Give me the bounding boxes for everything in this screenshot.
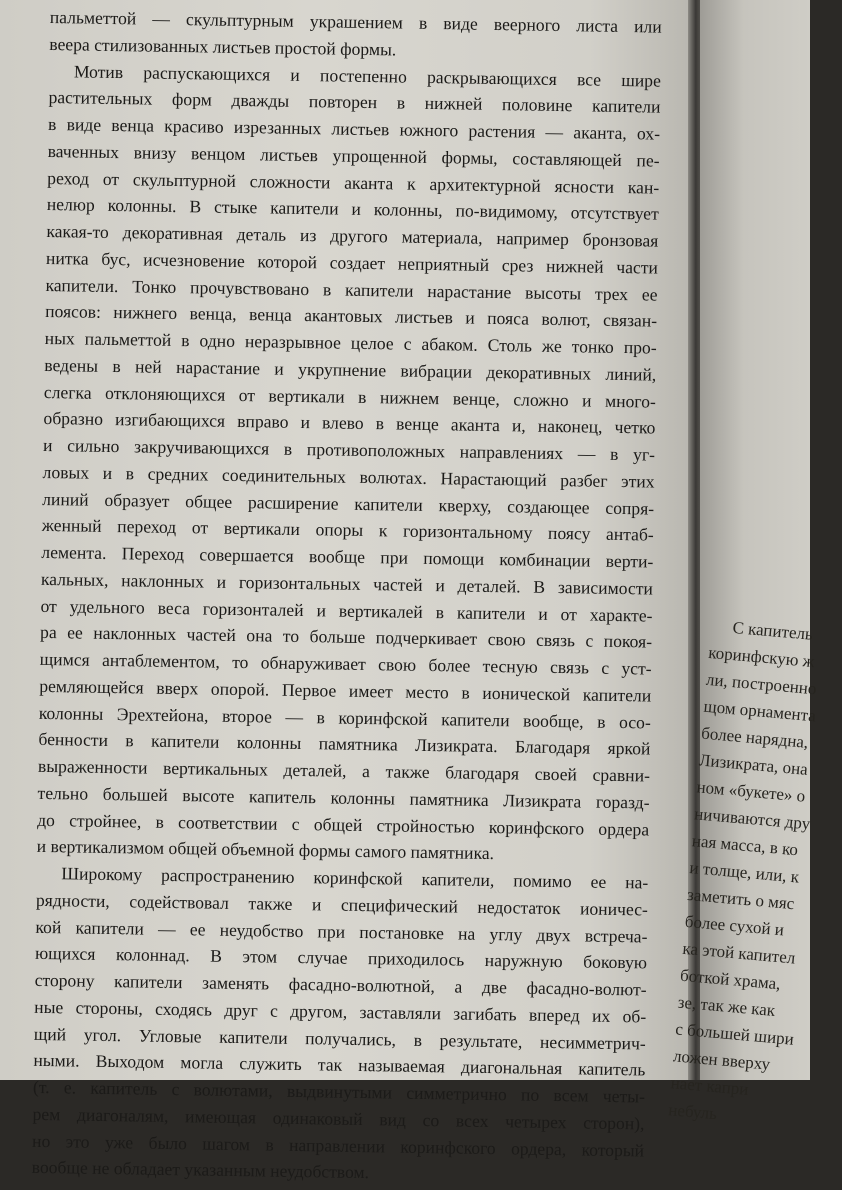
text-line: реход от скульптурной сложности аканта к архитектурной ясности кан- [47,167,660,198]
cut-off-text-line: зе, так же как [677,992,776,1020]
text-line: ловых и в средних соединительных волютах. Нарастающий разбег этих [42,461,655,492]
text-line: ющихся колоннад. В этом случае приходилось наружную боковую [34,943,648,973]
text-line: тельно большей высоте капитель колонны памятника Лизикрата горазд- [37,782,650,813]
cut-off-text-line: ложен вверху [672,1046,771,1074]
text-line: до стройнее, в соответствии с общей стройностью коринфского ордера [37,809,650,840]
text-line: выраженности вертикальных деталей, а также благодаря своей сравни- [37,755,651,786]
text-line: линий образует общее расширение капители кверху, создающее сопря- [42,488,655,519]
right-book-page [667,0,818,1124]
text-line: какая-то декоративная деталь из другого материала, например бронзовая [46,220,659,251]
cut-off-text-line: боткой храма, [679,965,782,994]
text-line: (т. е. капитель с волютами, выдвинутыми симметрично по всем четы- [32,1076,646,1107]
text-line: образно изгибающихся вправо и влево в венце аканта и, наконец, четко [43,408,656,438]
cut-off-text-line: ка этой капител [681,938,797,968]
text-line: кой капители — ее неудобство при постановке на углу двух встреча- [35,916,648,946]
text-line: нитка бус, исчезновение которой создает неприятный срез нижней части [45,247,659,278]
text-line: но это уже было шагом в направлении коринфского ордера, который [31,1130,645,1160]
cut-off-text-line: более нарядна, [700,723,810,752]
text-line: и сильно закручивающихся в противоположных направлениях — в уг- [42,434,656,465]
cut-off-text-line: ном «букете» о [695,777,807,806]
text-line: и вертикализмом общей объемной формы самого памятника. [36,836,495,864]
text-line: рем диагоналям, имеющая одинаковый вид со всех четырех сторон), [32,1103,645,1134]
cut-off-text-line: небуль [667,1100,718,1124]
text-line: ных пальметтой в одно неразрывное целое с абаком. Столь же тонко про- [44,327,657,358]
text-line: ными. Выходом могла служить так называемая диагональная капитель [33,1050,646,1080]
text-line: капители. Тонко прочувствовано в капители нарастание высоты трех ее [45,274,658,305]
text-line: растительных форм дважды повторен в нижней половине капители [48,87,661,117]
text-line: женный переход от вертикали опоры к горизонтальному поясу антаб- [41,515,654,545]
cut-off-text-line: и толще, или, к [688,858,800,887]
cut-off-text-line: ли, построенно [705,669,818,699]
text-line: слегка отклоняющихся от вертикали в нижнем венце, сложно и много- [43,381,656,412]
text-line: ные стороны, сходясь друг с другом, заставляли загибать вперед их об- [34,996,647,1027]
text-line: колонны Эрехтейона, второе — в коринфской капители вообще, в осо- [38,702,651,733]
cut-off-text-line: ная масса, в ко [691,831,799,860]
cut-off-text-line: с большей шири [674,1019,795,1049]
text-line: ра ее наклонных частей она то больше подчеркивает свою связь с покоя- [39,622,653,652]
text-line: ремляющейся вверх опорой. Первое имеет место в ионической капители [39,675,652,706]
cut-off-text-line: нает капри [669,1073,750,1099]
cut-off-text-line: коринфскую ж [707,642,816,672]
text-line: лемента. Переход совершается вообще при помощи комбинации верти- [41,541,654,572]
text-line: кальных, наклонных и горизонтальных частей и деталей. В зависимости [40,568,654,599]
text-line: щий угол. Угловые капители получались, в результате, несимметрич- [33,1023,646,1053]
cut-off-text-line: Лизикрата, она [698,750,809,779]
text-line: ведены в ней нарастание и укрупнение вибрации декоративных линий, [44,354,657,385]
cut-off-text-line: заметить о мяс [686,884,796,914]
left-page-text [32,4,662,1190]
text-line: ваченных внизу венцом листьев упрощенной формы, составляющей пе- [47,140,660,171]
cut-off-text-line: щом орнамента [702,696,817,726]
cut-off-text-line: более сухой и [684,911,785,940]
text-line: в виде венца красиво изрезанных листьев южного растения — аканта, ох- [47,113,661,144]
text-line: бенности в капители колонны памятника Лизикрата. Благодаря яркой [38,729,651,759]
cut-off-text-line: ничиваются дру [693,804,812,834]
text-line: нелюр колонны. В стыке капители и колонны, по-видимому, отсутствует [46,194,659,224]
text-line: от удельного веса горизонталей и вертикалей в капители и от характе- [40,595,653,626]
text-line: щимся антаблементом, то обнаруживает свою более тесную связь с уст- [39,648,652,679]
text-line: сторону капители заменять фасадно-волютной, а две фасадно-волют- [34,969,647,1000]
text-line: рядности, содействовал также и специфический недостаток ионичес- [35,889,649,920]
text-line: пальметтой — скульптурным украшением в виде веерного листа или [49,6,662,37]
text-line: поясов: нижнего венца, венца акантовых листьев и пояса волют, связан- [45,301,658,331]
cut-off-text-line: С капитель [731,617,814,644]
text-line: Мотив распускающихся и постепенно раскрывающихся все шире [73,60,662,91]
text-line: Широкому распространению коринфской капители, помимо ее на- [61,863,649,893]
text-line: веера стилизованных листьев простой формы. [49,33,397,60]
text-line: вообще не обладает указанным неудобством. [31,1157,370,1183]
